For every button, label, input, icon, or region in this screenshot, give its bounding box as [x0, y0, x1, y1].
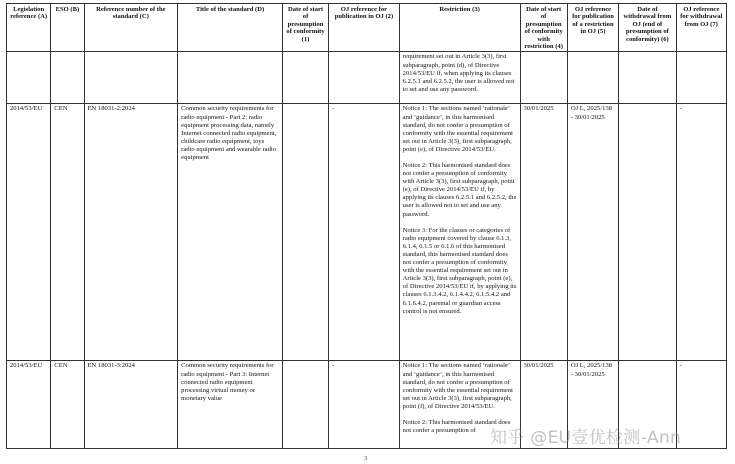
header-legislation: Legislation reference (A) [7, 4, 51, 52]
cell-reference: EN 18031-2:2024 [84, 104, 178, 361]
page-number: 3 [364, 456, 367, 462]
cell-legislation [7, 52, 51, 104]
header-withdrawal-date: Date of withdrawal from OJ (end of presumption of conformity) (6) [619, 4, 676, 52]
header-oj-reference: OJ reference for publication in OJ (2) [329, 4, 399, 52]
cell-oj [329, 52, 399, 104]
cell-title [178, 52, 283, 104]
cell-title: Common security requirements for radio equipment - Part 3: Internet connected radio equipment processing virtual money or monetary value [178, 361, 283, 449]
restriction-notice: Notice 3: For the classes or categories of radio equipment covered by clause 6.1.3, 6.1.4, 6.1.5 or 6.1.6 of this harmonised standard, this harmonised standard does not confer a presumption of conformity with the essential requirement set out in Article 3(3), first subparagraph, point (e), of Directive 2014/53/EU if, by applying its clauses 6.1.3.4.2, 6.1.4.4.2, 6.1.5.4.2 and 6.1.6.4.2, parental or guardian access control is not ensured. [402, 226, 517, 315]
cell-eso: CEN [51, 361, 84, 449]
cell-start [282, 104, 328, 361]
cell-legislation: 2014/53/EU [7, 361, 51, 449]
header-start-presumption: Date of start of presumption of conformity (1) [282, 4, 328, 52]
restriction-notice: Notice 2: This harmonised standard does not confer a presumption of conformity with Article 3(3), first subparagraph, point (e), of Directive 2014/53/EU if, by applying its clauses 6.2.5.1 and 6.2.5.2, the user is allowed not to set and use any password. [402, 162, 517, 218]
cell-restriction [399, 52, 520, 104]
cell-reference [84, 52, 178, 104]
cell-start [282, 361, 328, 449]
cell-withdrawal [619, 52, 676, 104]
cell-restriction-oj: OJ L, 2025/138 - 30/01/2025 [567, 361, 618, 449]
cell-withdrawal-oj: - [676, 361, 726, 449]
header-eso: ESO (B) [51, 4, 84, 52]
restriction-notice: Notice 1: The sections named ‘rationale’ and ‘guidance’, in this harmonised standard, do not confer a presumption of conformity with the essential requirement set out in Article 3(3), first subparagraph, point (f), of Directive 2014/53/EU. [402, 362, 513, 410]
restriction-notice: requirement set out in Article 3(3), first subparagraph, point (d), of Directive 2014/53/EU if, when applying its clauses 6.2.5.1 and 6.2.5.2, the user is allowed not to set and use any password. [402, 53, 515, 93]
restriction-notice: Notice 1: The sections named ‘rationale’ and ‘guidance’, in this harmonised standard, do not confer a presumption of conformity with the essential requirement set out in Article 3(3), first subparagraph, point (e), of Directive 2014/53/EU. [402, 105, 513, 153]
cell-eso: CEN [51, 104, 84, 361]
cell-eso [51, 52, 84, 104]
table-row [7, 104, 727, 361]
cell-restriction-start: 30/01/2025 [520, 104, 567, 361]
cell-restriction-oj: OJ L, 2025/138 - 30/01/2025 [567, 104, 618, 361]
standards-table [6, 3, 727, 449]
header-reference: Reference number of the standard (C) [84, 4, 178, 52]
cell-withdrawal [619, 104, 676, 361]
cell-restriction [399, 104, 520, 361]
cell-withdrawal-oj: - [676, 104, 726, 361]
header-restriction: Restriction (3) [399, 4, 520, 52]
cell-oj: - [329, 361, 399, 449]
cell-restriction-start: 30/01/2025 [520, 361, 567, 449]
restriction-notice: Notice 2: This harmonised standard does not confer a presumption of [402, 419, 511, 435]
header-title: Title of the standard (D) [178, 4, 283, 52]
header-restriction-oj: OJ reference for publication of a restriction in OJ (5) [567, 4, 618, 52]
cell-start [282, 52, 328, 104]
cell-restriction-oj [567, 52, 618, 104]
cell-legislation: 2014/53/EU [7, 104, 51, 361]
cell-reference: EN 18031-3:2024 [84, 361, 178, 449]
watermark: 知乎 @EU壹优检测-Ann [490, 428, 682, 448]
cell-title: Common security requirements for radio equipment - Part 2: radio equipment processing data, namely Internet connected radio equipment, childcare radio equipment, toys radio equipment and wearable radio equipment [178, 104, 283, 361]
header-restriction-start: Date of start of presumption of conformity with restriction (4) [520, 4, 567, 52]
cell-withdrawal-oj [676, 52, 726, 104]
table-row [7, 52, 727, 104]
cell-restriction-start [520, 52, 567, 104]
header-withdrawal-oj: OJ reference for withdrawal from OJ (7) [676, 4, 726, 52]
cell-oj: - [329, 104, 399, 361]
header-row [7, 4, 727, 52]
